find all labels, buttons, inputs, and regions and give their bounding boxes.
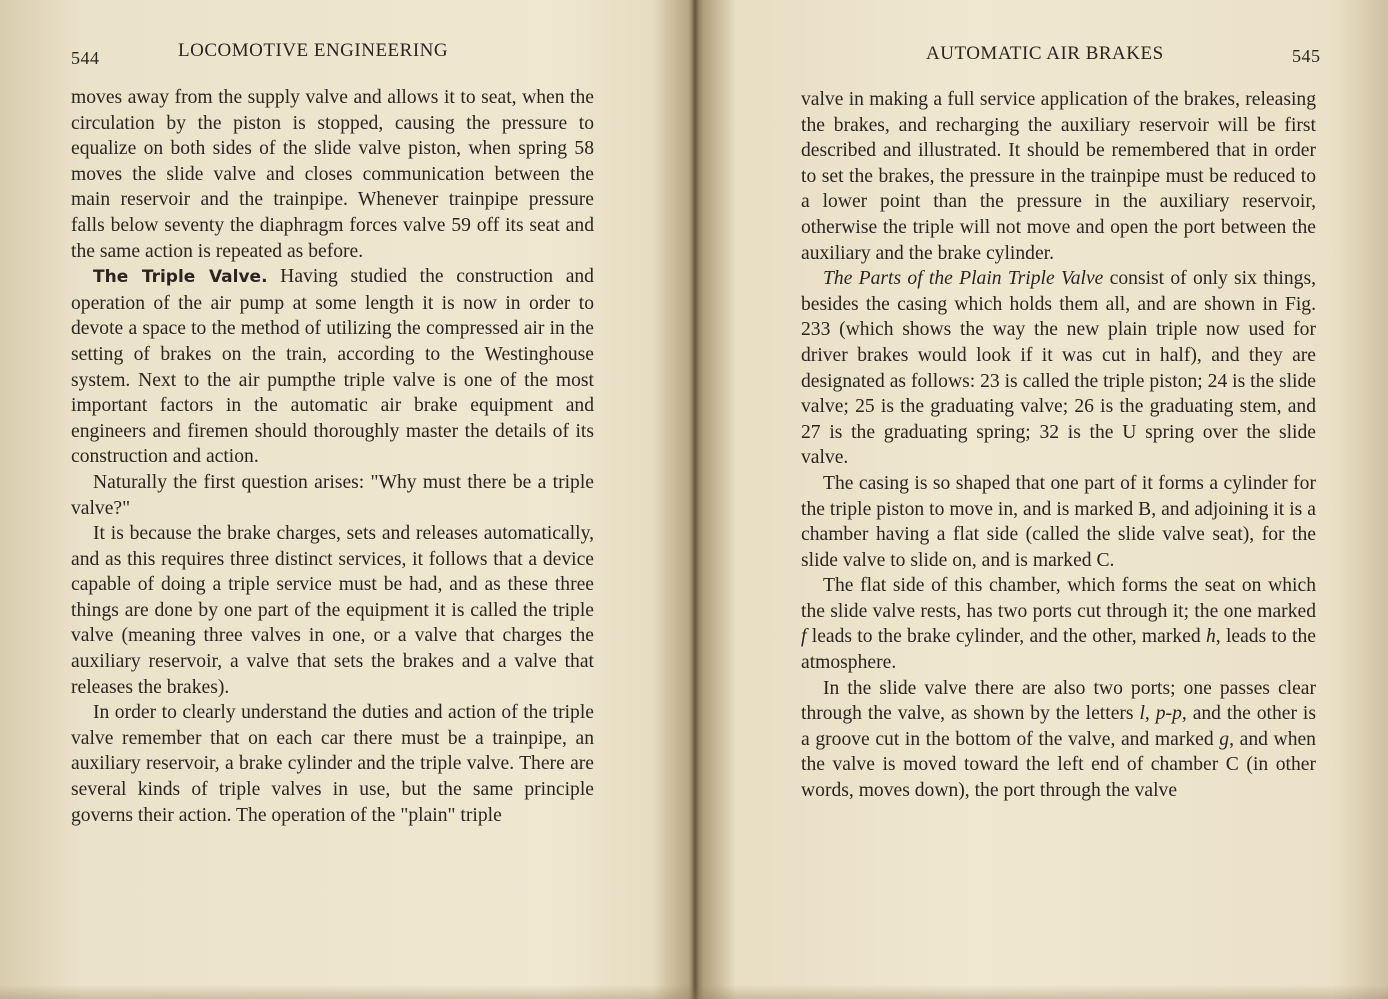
paragraph (71, 85, 594, 264)
italic-text: p-p (1155, 703, 1182, 725)
italic-text: l (1139, 703, 1145, 725)
paragraph-text: In the slide valve there are also two ports; one passes clear through the valve, as shown by the letters (801, 677, 1316, 725)
right-page (694, 0, 1388, 999)
section-heading: The Triple Valve. (93, 267, 268, 288)
paragraph (801, 87, 1316, 266)
paragraph-text: valve in making a full service application of the brakes, releasing the brakes, and recharging the auxiliary reservoir will be first described and illustrated. It should be remembered that in order to set the brakes, the pressure in the trainpipe must be reduced to a lower point than the pressure in the auxiliary reservoir, otherwise the triple will not move and open the port between the auxiliary and the brake cylinder. (801, 89, 1316, 264)
paragraph (71, 700, 594, 828)
left-running-head: LOCOMOTIVE ENGINEERING (178, 40, 449, 61)
paragraph (71, 470, 594, 521)
paragraph (71, 264, 594, 470)
paragraph-text: In order to clearly understand the duties and action of the triple valve remember that on each car there must be a trainpipe, an auxiliary reservoir, a brake cylinder and the triple valve. There are several kinds of triple valves in use, but the same principle governs their action. The operation of the "plain" triple (71, 702, 594, 826)
paragraph (801, 266, 1316, 471)
paragraph-text: The flat side of this chamber, which forms the seat on which the slide valve rests, has two ports cut through it; the one marked (801, 575, 1316, 622)
paragraph-text: Naturally the first question arises: "Why must there be a triple valve?" (71, 471, 594, 519)
paragraph-text: , (1144, 703, 1156, 725)
paragraph-text: , leads to the atmosphere. (801, 626, 1316, 674)
paragraph (801, 573, 1316, 675)
paragraph (801, 676, 1316, 804)
paragraph-text: moves away from the supply valve and allows it to seat, when the circulation by the piston is stopped, causing the pressure to equalize on both sides of the slide valve piston, when spring 58 moves the slide valve and closes communication between the main reservoir and the trainpipe. Whenever trainpipe pressure falls below seventy the diaphragm forces valve 59 off its seat and the same action is repeated as before. (71, 87, 594, 262)
right-page-number: 545 (1292, 46, 1321, 66)
paragraph-text: It is because the brake charges, sets and releases automatically, and as this requires three distinct services, it follows that a device capable of doing a triple service must be had, and as these three things are done by one part of the equipment it is called the triple valve (meaning three valves in one, or a valve that charges the auxiliary reservoir, a valve that sets the brakes and a valve that releases the brakes). (71, 523, 594, 698)
italic-text: The Parts of the Plain Triple Valve (823, 268, 1104, 290)
right-page-body (801, 87, 1316, 804)
italic-text: h (1205, 626, 1216, 648)
right-running-head: AUTOMATIC AIR BRAKES (926, 43, 1164, 64)
paragraph-text: , and when the valve is moved toward the left end of chamber C (in other words, moves down), the port through the valve (801, 728, 1316, 802)
paragraph-text: consist of only six things, besides the casing which holds them all, and are shown in Fig. 233 (which shows the way the new plain triple now used for driver brakes would look if it was cut in half), and they are designated as follows: 23 is called the triple piston; 24 is the slide valve; 25 is the graduating valve; 26 is the graduating stem, and 27 is the graduating spring; 32 is the U spring over the slide valve. (801, 268, 1316, 469)
italic-text: g (1219, 728, 1230, 750)
paragraph-text: leads to the brake cylinder, and the other, marked (806, 626, 1206, 648)
paragraph-text: , and the other is a groove cut in the bottom of the valve, and marked (801, 703, 1316, 750)
left-page-number: 544 (71, 48, 100, 68)
paragraph-text: Having studied the construction and operation of the air pump at some length it is now in order to devote a space to the method of utilizing the compressed air in the setting of brakes on the train, according to the Westinghouse system. Next to the air pumpthe triple valve is one of the most important factors in the automatic air brake equipment and engineers and firemen should thoroughly master the details of its construction and action. (71, 266, 594, 468)
italic-text: f (801, 626, 807, 648)
paragraph (71, 521, 594, 700)
paragraph (801, 471, 1316, 573)
left-page-body (71, 85, 594, 828)
paragraph-text: The casing is so shaped that one part of it forms a cylinder for the triple piston to move in, and is marked B, and adjoining it is a chamber having a flat side (called the slide valve seat), for the slide valve to slide on, and is marked C. (801, 472, 1316, 571)
